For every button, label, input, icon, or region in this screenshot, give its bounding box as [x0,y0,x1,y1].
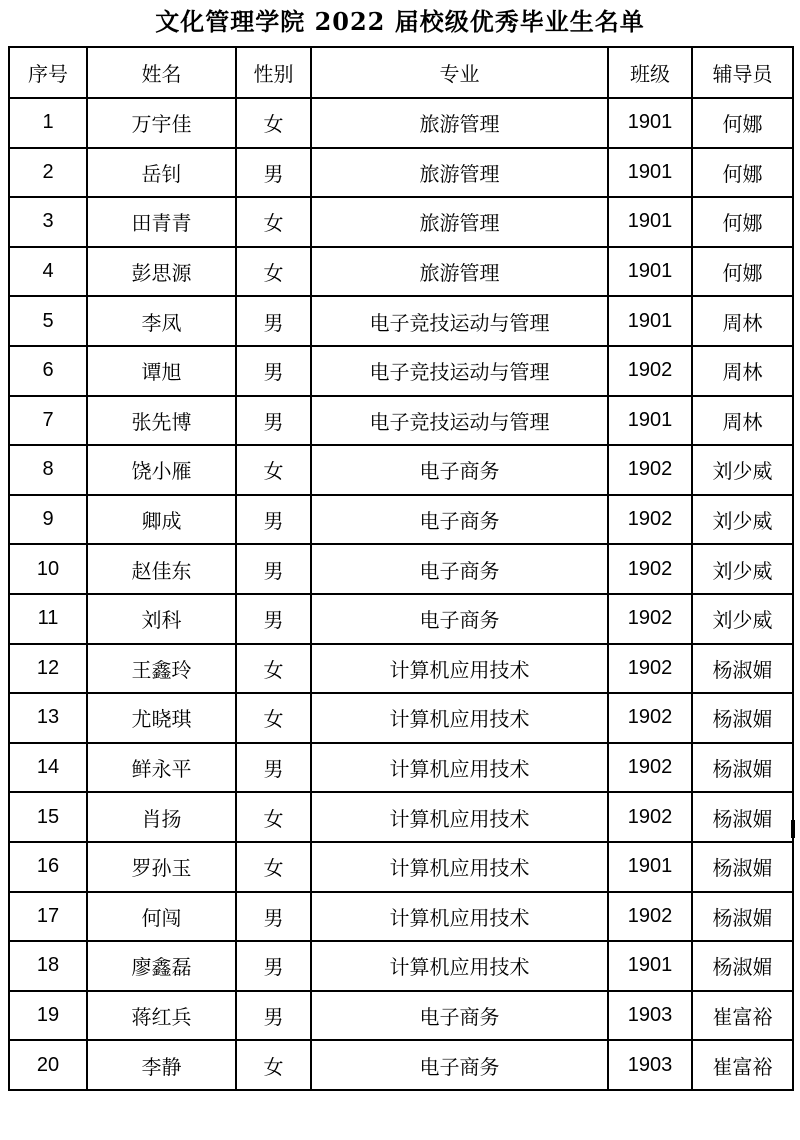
table-row [9,296,793,346]
header-class: 班级 [608,47,692,98]
counselor-cell: 何娜 [692,247,793,297]
index-cell: 16 [9,842,87,892]
index-cell: 7 [9,396,87,446]
gender-cell: 男 [236,296,311,346]
counselor-cell: 杨淑媚 [692,743,793,793]
counselor-cell: 周林 [692,396,793,446]
index-cell: 20 [9,1040,87,1090]
name-cell: 卿成 [87,495,236,545]
table-row [9,197,793,247]
name-cell: 刘科 [87,594,236,644]
name-cell: 肖扬 [87,792,236,842]
name-cell: 何闯 [87,892,236,942]
major-cell: 电子商务 [311,1040,608,1090]
counselor-cell: 杨淑媚 [692,842,793,892]
index-cell: 2 [9,148,87,198]
class-cell: 1901 [608,396,692,446]
major-cell: 旅游管理 [311,148,608,198]
table-row [9,892,793,942]
major-cell: 计算机应用技术 [311,693,608,743]
index-cell: 3 [9,197,87,247]
gender-cell: 男 [236,892,311,942]
table-row [9,1040,793,1090]
class-cell: 1901 [608,842,692,892]
class-cell: 1902 [608,693,692,743]
counselor-cell: 杨淑媚 [692,693,793,743]
class-cell: 1902 [608,495,692,545]
name-cell: 尤晓琪 [87,693,236,743]
counselor-cell: 杨淑媚 [692,892,793,942]
gender-cell: 女 [236,445,311,495]
gender-cell: 男 [236,743,311,793]
class-cell: 1902 [608,644,692,694]
index-cell: 9 [9,495,87,545]
table-row [9,743,793,793]
name-cell: 彭思源 [87,247,236,297]
text-cursor [791,820,795,838]
name-cell: 张先博 [87,396,236,446]
gender-cell: 女 [236,842,311,892]
gender-cell: 男 [236,941,311,991]
counselor-cell: 刘少威 [692,445,793,495]
major-cell: 电子商务 [311,544,608,594]
table-row [9,842,793,892]
major-cell: 电子商务 [311,445,608,495]
index-cell: 10 [9,544,87,594]
major-cell: 计算机应用技术 [311,941,608,991]
header-counselor: 辅导员 [692,47,793,98]
major-cell: 计算机应用技术 [311,644,608,694]
major-cell: 电子竞技运动与管理 [311,346,608,396]
index-cell: 12 [9,644,87,694]
gender-cell: 男 [236,346,311,396]
name-cell: 田青青 [87,197,236,247]
counselor-cell: 刘少威 [692,544,793,594]
class-cell: 1901 [608,148,692,198]
name-cell: 万宇佳 [87,98,236,148]
name-cell: 李静 [87,1040,236,1090]
counselor-cell: 周林 [692,296,793,346]
gender-cell: 女 [236,792,311,842]
index-cell: 15 [9,792,87,842]
index-cell: 14 [9,743,87,793]
major-cell: 电子商务 [311,594,608,644]
index-cell: 4 [9,247,87,297]
index-cell: 13 [9,693,87,743]
gender-cell: 女 [236,644,311,694]
counselor-cell: 何娜 [692,148,793,198]
major-cell: 计算机应用技术 [311,892,608,942]
major-cell: 旅游管理 [311,98,608,148]
name-cell: 蒋红兵 [87,991,236,1041]
gender-cell: 男 [236,148,311,198]
class-cell: 1902 [608,743,692,793]
major-cell: 旅游管理 [311,197,608,247]
counselor-cell: 崔富裕 [692,991,793,1041]
table-row [9,98,793,148]
header-index: 序号 [9,47,87,98]
gender-cell: 男 [236,594,311,644]
class-cell: 1903 [608,991,692,1041]
gender-cell: 女 [236,197,311,247]
index-cell: 17 [9,892,87,942]
table-row [9,941,793,991]
header-name: 姓名 [87,47,236,98]
counselor-cell: 崔富裕 [692,1040,793,1090]
table-row [9,148,793,198]
table-row [9,792,793,842]
page-title: 文化管理学院 2022 届校级优秀毕业生名单 [155,7,645,36]
index-cell: 11 [9,594,87,644]
major-cell: 计算机应用技术 [311,842,608,892]
class-cell: 1902 [608,792,692,842]
counselor-cell: 周林 [692,346,793,396]
table-row [9,346,793,396]
major-cell: 旅游管理 [311,247,608,297]
table-row [9,644,793,694]
counselor-cell: 刘少威 [692,594,793,644]
major-cell: 电子竞技运动与管理 [311,396,608,446]
class-cell: 1902 [608,892,692,942]
table-row [9,445,793,495]
graduates-table [8,46,794,1091]
gender-cell: 男 [236,396,311,446]
gender-cell: 女 [236,98,311,148]
index-cell: 1 [9,98,87,148]
table-row [9,991,793,1041]
class-cell: 1902 [608,544,692,594]
table-row [9,495,793,545]
name-cell: 鲜永平 [87,743,236,793]
table-body [9,98,793,1090]
table-row [9,594,793,644]
index-cell: 19 [9,991,87,1041]
major-cell: 电子商务 [311,991,608,1041]
counselor-cell: 何娜 [692,197,793,247]
class-cell: 1901 [608,197,692,247]
gender-cell: 男 [236,991,311,1041]
index-cell: 18 [9,941,87,991]
major-cell: 计算机应用技术 [311,743,608,793]
major-cell: 电子竞技运动与管理 [311,296,608,346]
class-cell: 1902 [608,594,692,644]
class-cell: 1901 [608,247,692,297]
class-cell: 1901 [608,296,692,346]
header-major: 专业 [311,47,608,98]
table-row [9,247,793,297]
name-cell: 罗孙玉 [87,842,236,892]
counselor-cell: 杨淑媚 [692,644,793,694]
name-cell: 廖鑫磊 [87,941,236,991]
index-cell: 5 [9,296,87,346]
header-gender: 性别 [236,47,311,98]
gender-cell: 男 [236,544,311,594]
counselor-cell: 杨淑媚 [692,792,793,842]
gender-cell: 男 [236,495,311,545]
header-row [9,47,793,98]
table-row [9,396,793,446]
index-cell: 6 [9,346,87,396]
name-cell: 李凤 [87,296,236,346]
name-cell: 谭旭 [87,346,236,396]
counselor-cell: 杨淑媚 [692,941,793,991]
index-cell: 8 [9,445,87,495]
counselor-cell: 何娜 [692,98,793,148]
name-cell: 岳钊 [87,148,236,198]
gender-cell: 女 [236,693,311,743]
gender-cell: 女 [236,247,311,297]
major-cell: 电子商务 [311,495,608,545]
table-row [9,693,793,743]
major-cell: 计算机应用技术 [311,792,608,842]
name-cell: 赵佳东 [87,544,236,594]
counselor-cell: 刘少威 [692,495,793,545]
name-cell: 王鑫玲 [87,644,236,694]
gender-cell: 女 [236,1040,311,1090]
name-cell: 饶小雁 [87,445,236,495]
class-cell: 1903 [608,1040,692,1090]
table-row [9,544,793,594]
class-cell: 1902 [608,346,692,396]
class-cell: 1902 [608,445,692,495]
class-cell: 1901 [608,98,692,148]
class-cell: 1901 [608,941,692,991]
